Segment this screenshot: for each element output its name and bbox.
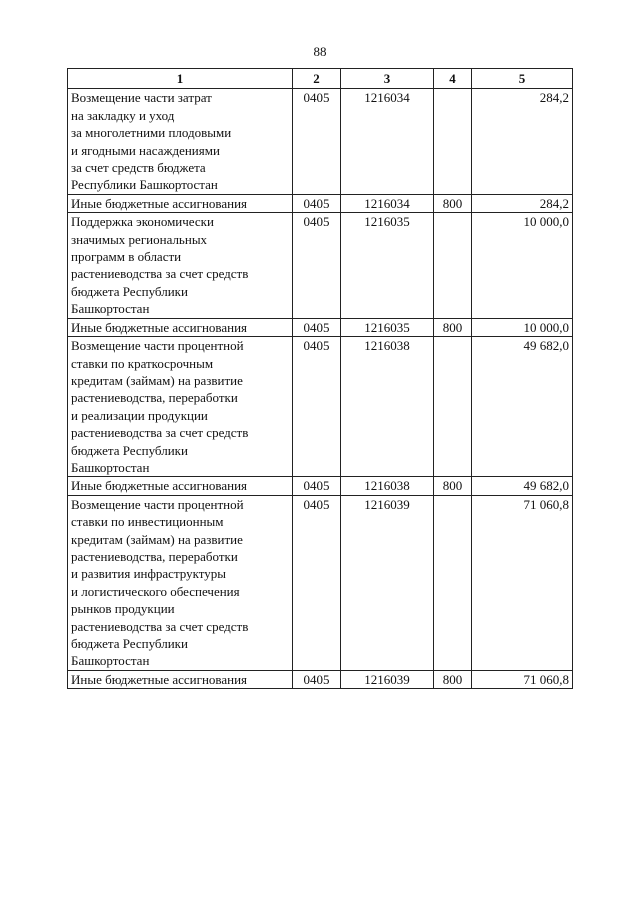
table-row: [68, 495, 573, 670]
column-header: 2: [293, 69, 341, 89]
cell-article: 1216039: [341, 670, 434, 688]
cell-expense-type: [434, 495, 472, 670]
column-header: 5: [472, 69, 573, 89]
table-row: [68, 194, 573, 212]
cell-amount: 10 000,0: [472, 318, 573, 336]
cell-section: 0405: [293, 670, 341, 688]
cell-expense-type: 800: [434, 318, 472, 336]
cell-expense-type: 800: [434, 670, 472, 688]
column-header: 1: [68, 69, 293, 89]
table-row: [68, 477, 573, 495]
cell-article: 1216039: [341, 495, 434, 670]
cell-article: 1216038: [341, 477, 434, 495]
cell-section: 0405: [293, 477, 341, 495]
table-row: [68, 89, 573, 194]
column-header: 3: [341, 69, 434, 89]
table-row: [68, 337, 573, 477]
cell-description: Поддержка экономически значимых региональных программ в области растениеводства за счет средств бюджета Республики Башкортостан: [68, 213, 293, 318]
cell-expense-type: 800: [434, 477, 472, 495]
cell-section: 0405: [293, 495, 341, 670]
budget-table: [67, 68, 573, 689]
cell-article: 1216035: [341, 213, 434, 318]
cell-description: Иные бюджетные ассигнования: [68, 318, 293, 336]
table-row: [68, 213, 573, 318]
table-row: [68, 318, 573, 336]
cell-amount: 71 060,8: [472, 670, 573, 688]
cell-section: 0405: [293, 213, 341, 318]
cell-description: Иные бюджетные ассигнования: [68, 194, 293, 212]
cell-description: Возмещение части затрат на закладку и уход за многолетними плодовыми и ягодными насаждениями за счет средств бюджета Республики Башкортостан: [68, 89, 293, 194]
cell-article: 1216034: [341, 194, 434, 212]
cell-article: 1216035: [341, 318, 434, 336]
cell-expense-type: [434, 213, 472, 318]
cell-amount: 284,2: [472, 89, 573, 194]
cell-description: Возмещение части процентной ставки по краткосрочным кредитам (займам) на развитие растениеводства, переработки и реализации продукции растениеводства за счет средств бюджета Республики Башкортостан: [68, 337, 293, 477]
cell-amount: 10 000,0: [472, 213, 573, 318]
header-row: [68, 69, 573, 89]
cell-amount: 49 682,0: [472, 337, 573, 477]
table-row: [68, 670, 573, 688]
cell-amount: 284,2: [472, 194, 573, 212]
cell-expense-type: [434, 89, 472, 194]
cell-section: 0405: [293, 89, 341, 194]
cell-expense-type: 800: [434, 194, 472, 212]
page-number: 88: [313, 44, 327, 59]
column-header: 4: [434, 69, 472, 89]
cell-section: 0405: [293, 337, 341, 477]
cell-section: 0405: [293, 318, 341, 336]
cell-amount: 71 060,8: [472, 495, 573, 670]
cell-section: 0405: [293, 194, 341, 212]
cell-expense-type: [434, 337, 472, 477]
cell-article: 1216034: [341, 89, 434, 194]
cell-description: Возмещение части процентной ставки по инвестиционным кредитам (займам) на развитие растениеводства, переработки и развития инфраструктуры и логистического обеспечения рынков продукции растениеводства за счет средств бюджета Республики Башкортостан: [68, 495, 293, 670]
cell-amount: 49 682,0: [472, 477, 573, 495]
cell-article: 1216038: [341, 337, 434, 477]
cell-description: Иные бюджетные ассигнования: [68, 670, 293, 688]
cell-description: Иные бюджетные ассигнования: [68, 477, 293, 495]
